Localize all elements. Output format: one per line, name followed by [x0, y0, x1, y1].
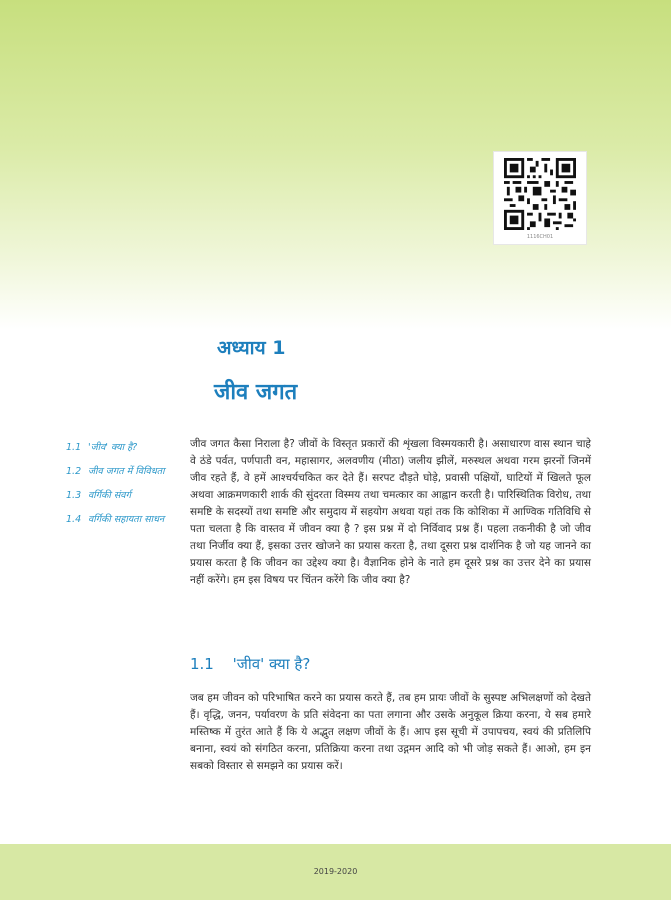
intro-paragraph: जीव जगत कैसा निराला है? जीवों के विस्तृत प्रकारों की शृंखला विस्मयकारी है। असाधारण वास स्थान चाहे वे ठंडे पर्वत, पर्णपाती वन, महासागर, अलवणीय (मीठा) जलीय झीलें, मरुस्थल अथवा गरम झरनों जिनमें जीव रहते हैं, वे हमें आश्चर्यचकित कर देते हैं। सरपट दौड़ते घोड़े, प्रवासी पक्षियों, घाटियों में खिलते फूल अथवा आक्रमणकारी शार्क की सुंदरता विस्मय तथा चमत्कार का आह्वान करती है। पारिस्थितिक विरोध, तथा समष्टि के सदस्यों तथा समष्टि और समुदाय में सहयोग अथवा यहां तक कि कोशिका में आण्विक गतिविधि से पता चलता है कि वास्तव में जीवन क्या है ? इस प्रश्न में दो निर्विवाद प्रश्न हैं। पहला तकनीकी है जो जीव तथा निर्जीव क्या हैं, इसका उत्तर खोजने का प्रयास करता है, तथा दूसरा प्रश्न दार्शनिक है जो यह जानने का प्रयास करता है कि जीवन का उद्देश्य क्या है। वैज्ञानिक होने के नाते हम दूसरे प्रश्न का उत्तर देने का प्रयास नहीं करेंगे। हम इस विषय पर चिंतन करेंगे कि जीव क्या है?	[190, 438, 591, 586]
qr-code-label: 1116CH01	[526, 234, 554, 240]
section-title: 'जीव' क्या है?	[232, 655, 311, 673]
toc-item[interactable]	[66, 489, 176, 503]
toc-item-number: 1.2	[66, 466, 82, 477]
section-heading	[190, 654, 310, 674]
toc-item[interactable]	[66, 441, 176, 455]
footer-year: 2019-2020	[313, 867, 358, 876]
toc-item-label: जीव जगत में विविधता	[88, 466, 165, 477]
chapter-title: जीव जगत	[214, 380, 298, 405]
toc-item-label: 'जीव' क्या है?	[88, 442, 138, 453]
toc-item-label: वर्गिकी सहायता साधन	[88, 514, 165, 525]
qr-code-icon	[504, 158, 576, 230]
toc-item-number: 1.3	[66, 490, 82, 501]
page-footer	[0, 844, 671, 900]
toc-item[interactable]	[66, 513, 176, 527]
toc-item-label: वर्गिकी संवर्ग	[88, 490, 131, 501]
qr-code	[493, 151, 587, 245]
section-number: 1.1	[190, 655, 214, 673]
toc-item-number: 1.4	[66, 514, 82, 525]
section-paragraph: जब हम जीवन को परिभाषित करने का प्रयास करते हैं, तब हम प्रायः जीवों के सुस्पष्ट अभिलक्षणों को देखते हैं। वृद्धि, जनन, पर्यावरण के प्रति संवेदना का पता लगाना और उसके अनुकूल क्रिया करना, ये सब हमारे मस्तिष्क में तुरंत आते हैं कि ये अद्भुत लक्षण जीवों के हैं। आप इस सूची में उपापचय, स्वयं की प्रतिलिपि बनाना, स्वयं को संगठित करना, प्रतिक्रिया करना तथा उद्गमन आदि को भी जोड़ सकते हैं। आओ, हम इन सबको विस्तार से समझने का प्रयास करें।	[190, 692, 591, 772]
chapter-number: अध्याय 1	[217, 337, 286, 359]
toc-item[interactable]	[66, 465, 176, 479]
toc-item-number: 1.1	[66, 442, 82, 453]
chapter-contents	[66, 441, 176, 537]
